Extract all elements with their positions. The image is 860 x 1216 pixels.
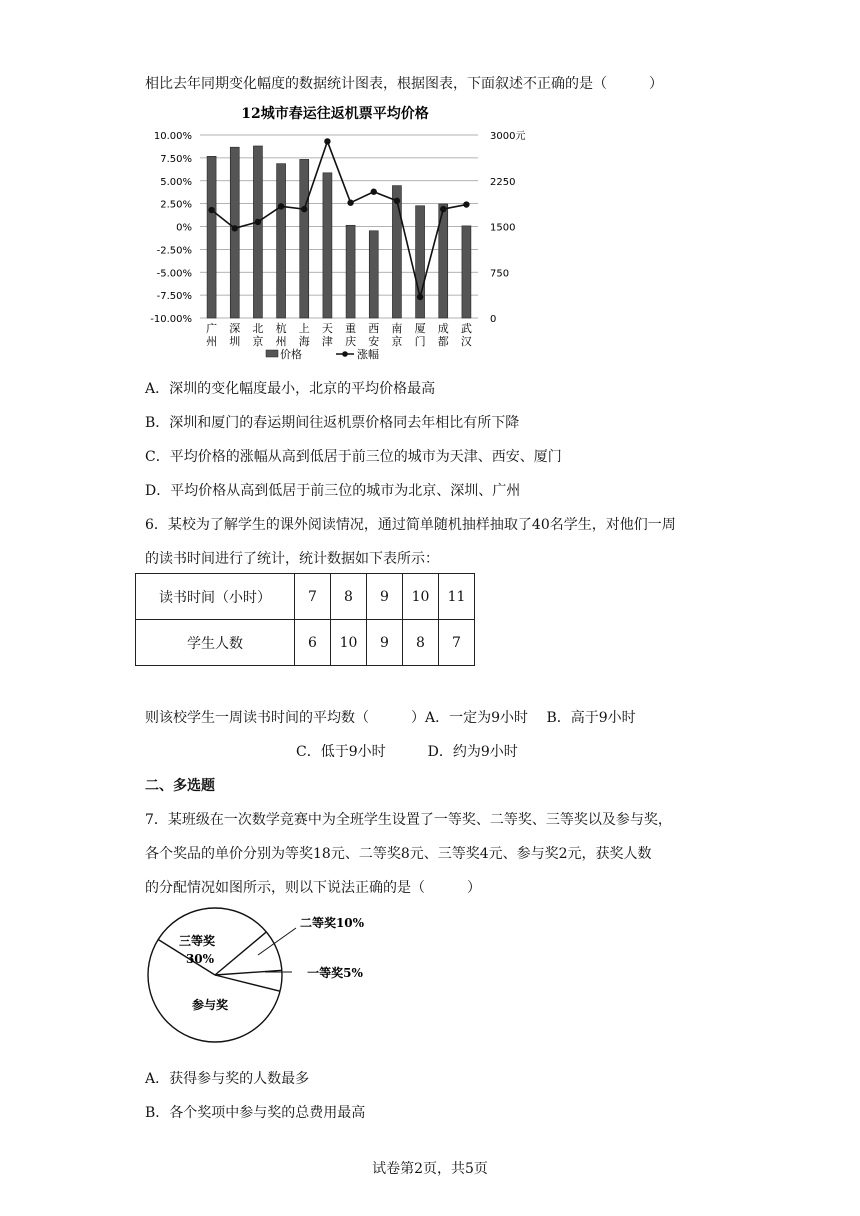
q7-line3: 的分配情况如图所示，则以下说法正确的是（ ）	[145, 880, 481, 896]
point-天津	[324, 138, 330, 144]
x-tick-label: 天	[321, 322, 333, 335]
bar-深圳	[230, 147, 239, 318]
x-tick-label: 都	[437, 335, 449, 348]
point-重庆	[347, 200, 353, 206]
point-深圳	[232, 225, 238, 231]
price-chart	[140, 100, 540, 370]
left-tick-label: -5.00%	[156, 268, 192, 280]
table-cell: 9	[367, 620, 403, 666]
x-tick-label: 州	[275, 335, 287, 348]
x-tick-label: 杭	[275, 322, 287, 335]
x-tick-label: 北	[252, 322, 264, 335]
x-tick-label: 成	[437, 322, 449, 335]
q6-options-line2: C．低于9小时 D．约为9小时	[296, 744, 518, 760]
point-北京	[255, 219, 261, 225]
q7-line1: 7．某班级在一次数学竞赛中为全班学生设置了一等奖、二等奖、三等奖以及参与奖，	[145, 812, 672, 828]
right-tick-label: 2250	[490, 176, 516, 188]
table-cell: 10	[331, 620, 367, 666]
legend-line-marker	[342, 351, 348, 357]
left-tick-label: 0%	[176, 222, 192, 234]
table-row	[136, 574, 475, 620]
table-cell: 8	[331, 574, 367, 620]
q7-option-a: A．获得参与奖的人数最多	[145, 1071, 310, 1087]
x-tick-label: 京	[391, 335, 403, 348]
left-tick-label: 10.00%	[153, 131, 192, 142]
bar-杭州	[277, 164, 286, 318]
bar-南京	[392, 186, 401, 318]
x-tick-label: 武	[460, 322, 472, 335]
x-tick-label: 上	[298, 322, 310, 335]
x-tick-label: 厦	[414, 322, 426, 335]
left-tick-label: -2.50%	[156, 245, 192, 257]
left-tick-label: 2.50%	[160, 199, 192, 211]
x-tick-label: 门	[414, 335, 426, 348]
table-header-cell: 学生人数	[136, 620, 295, 666]
bar-上海	[300, 159, 309, 318]
x-tick-label: 重	[345, 322, 357, 335]
change-line	[212, 141, 467, 297]
table-cell: 11	[439, 574, 475, 620]
x-tick-label: 南	[391, 322, 403, 335]
table-cell: 7	[295, 574, 331, 620]
point-杭州	[278, 203, 284, 209]
q6-line2: 的读书时间进行了统计，统计数据如下表所示：	[145, 551, 439, 567]
point-南京	[394, 198, 400, 204]
pie-label: 一等奖5%	[307, 966, 363, 980]
left-tick-label: 7.50%	[160, 153, 192, 165]
bar-武汉	[462, 226, 471, 318]
right-tick-label: 1500	[490, 222, 516, 234]
left-tick-label: -10.00%	[150, 314, 192, 325]
chart-title: 12城市春运往返机票平均价格	[241, 106, 429, 122]
table-cell: 7	[439, 620, 475, 666]
page-footer: 试卷第2页，共5页	[372, 1161, 488, 1177]
x-tick-label: 西	[368, 322, 380, 335]
reading-time-table	[135, 573, 475, 666]
table-header-cell: 读书时间（小时）	[136, 574, 295, 620]
q5-option-c: C．平均价格的涨幅从高到低居于前三位的城市为天津、西安、厦门	[145, 449, 562, 465]
pie-label: 30%	[185, 952, 215, 966]
x-tick-label: 深	[229, 322, 241, 335]
bar-广州	[207, 156, 216, 318]
q5-option-d: D．平均价格从高到低居于前三位的城市为北京、深圳、广州	[145, 483, 521, 499]
pie-label: 二等奖10%	[299, 916, 365, 930]
x-tick-label: 庆	[345, 335, 357, 348]
pie-label: 三等奖	[178, 934, 216, 948]
point-厦门	[417, 294, 423, 300]
q7-option-b: B．各个奖项中参与奖的总费用最高	[145, 1105, 366, 1121]
right-tick-label: 750	[490, 268, 510, 280]
table-cell: 10	[403, 574, 439, 620]
table-cell: 8	[403, 620, 439, 666]
left-tick-label: 5.00%	[160, 176, 192, 188]
x-tick-label: 圳	[229, 335, 241, 348]
section-heading: 二、多选题	[145, 778, 215, 794]
prize-pie-chart	[140, 905, 390, 1055]
q5-option-a: A．深圳的变化幅度最小，北京的平均价格最高	[145, 381, 436, 397]
q6-line1: 6．某校为了解学生的课外阅读情况，通过简单随机抽样抽取了40名学生，对他们一周	[145, 517, 676, 533]
q5-option-b: B．深圳和厦门的春运期间往返机票价格同去年相比有所下降	[145, 415, 520, 431]
legend-label: 涨幅	[357, 348, 379, 361]
legend-label: 价格	[280, 348, 302, 361]
bar-重庆	[346, 225, 355, 318]
table-cell: 6	[295, 620, 331, 666]
right-tick-label: 0	[490, 314, 497, 325]
legend-bar-swatch	[266, 350, 278, 357]
pie-label: 参与奖	[191, 998, 229, 1012]
left-tick-label: -7.50%	[156, 291, 192, 303]
x-tick-label: 京	[252, 335, 264, 348]
q7-line2: 各个奖品的单价分别为等奖18元、二等奖8元、三等奖4元、参与奖2元，获奖人数	[145, 846, 652, 862]
bar-天津	[323, 173, 332, 318]
right-tick-label: 3000元	[490, 131, 526, 142]
table-row	[136, 620, 475, 666]
point-武汉	[463, 201, 469, 207]
x-tick-label: 津	[321, 335, 333, 348]
bar-厦门	[416, 206, 425, 318]
x-tick-label: 州	[206, 335, 218, 348]
point-西安	[371, 189, 377, 195]
x-tick-label: 海	[298, 335, 310, 348]
table-cell: 9	[367, 574, 403, 620]
q6-question: 则该校学生一周读书时间的平均数（ ）A．一定为9小时 B．高于9小时	[145, 710, 636, 726]
point-上海	[301, 206, 307, 212]
bar-北京	[253, 146, 262, 318]
x-tick-label: 汉	[460, 335, 472, 348]
bar-西安	[369, 231, 378, 318]
q5-intro: 相比去年同期变化幅度的数据统计图表，根据图表，下面叙述不正确的是（ ）	[145, 76, 663, 92]
x-tick-label: 安	[368, 335, 380, 348]
point-成都	[440, 206, 446, 212]
x-tick-label: 广	[206, 322, 218, 335]
point-广州	[208, 207, 214, 213]
